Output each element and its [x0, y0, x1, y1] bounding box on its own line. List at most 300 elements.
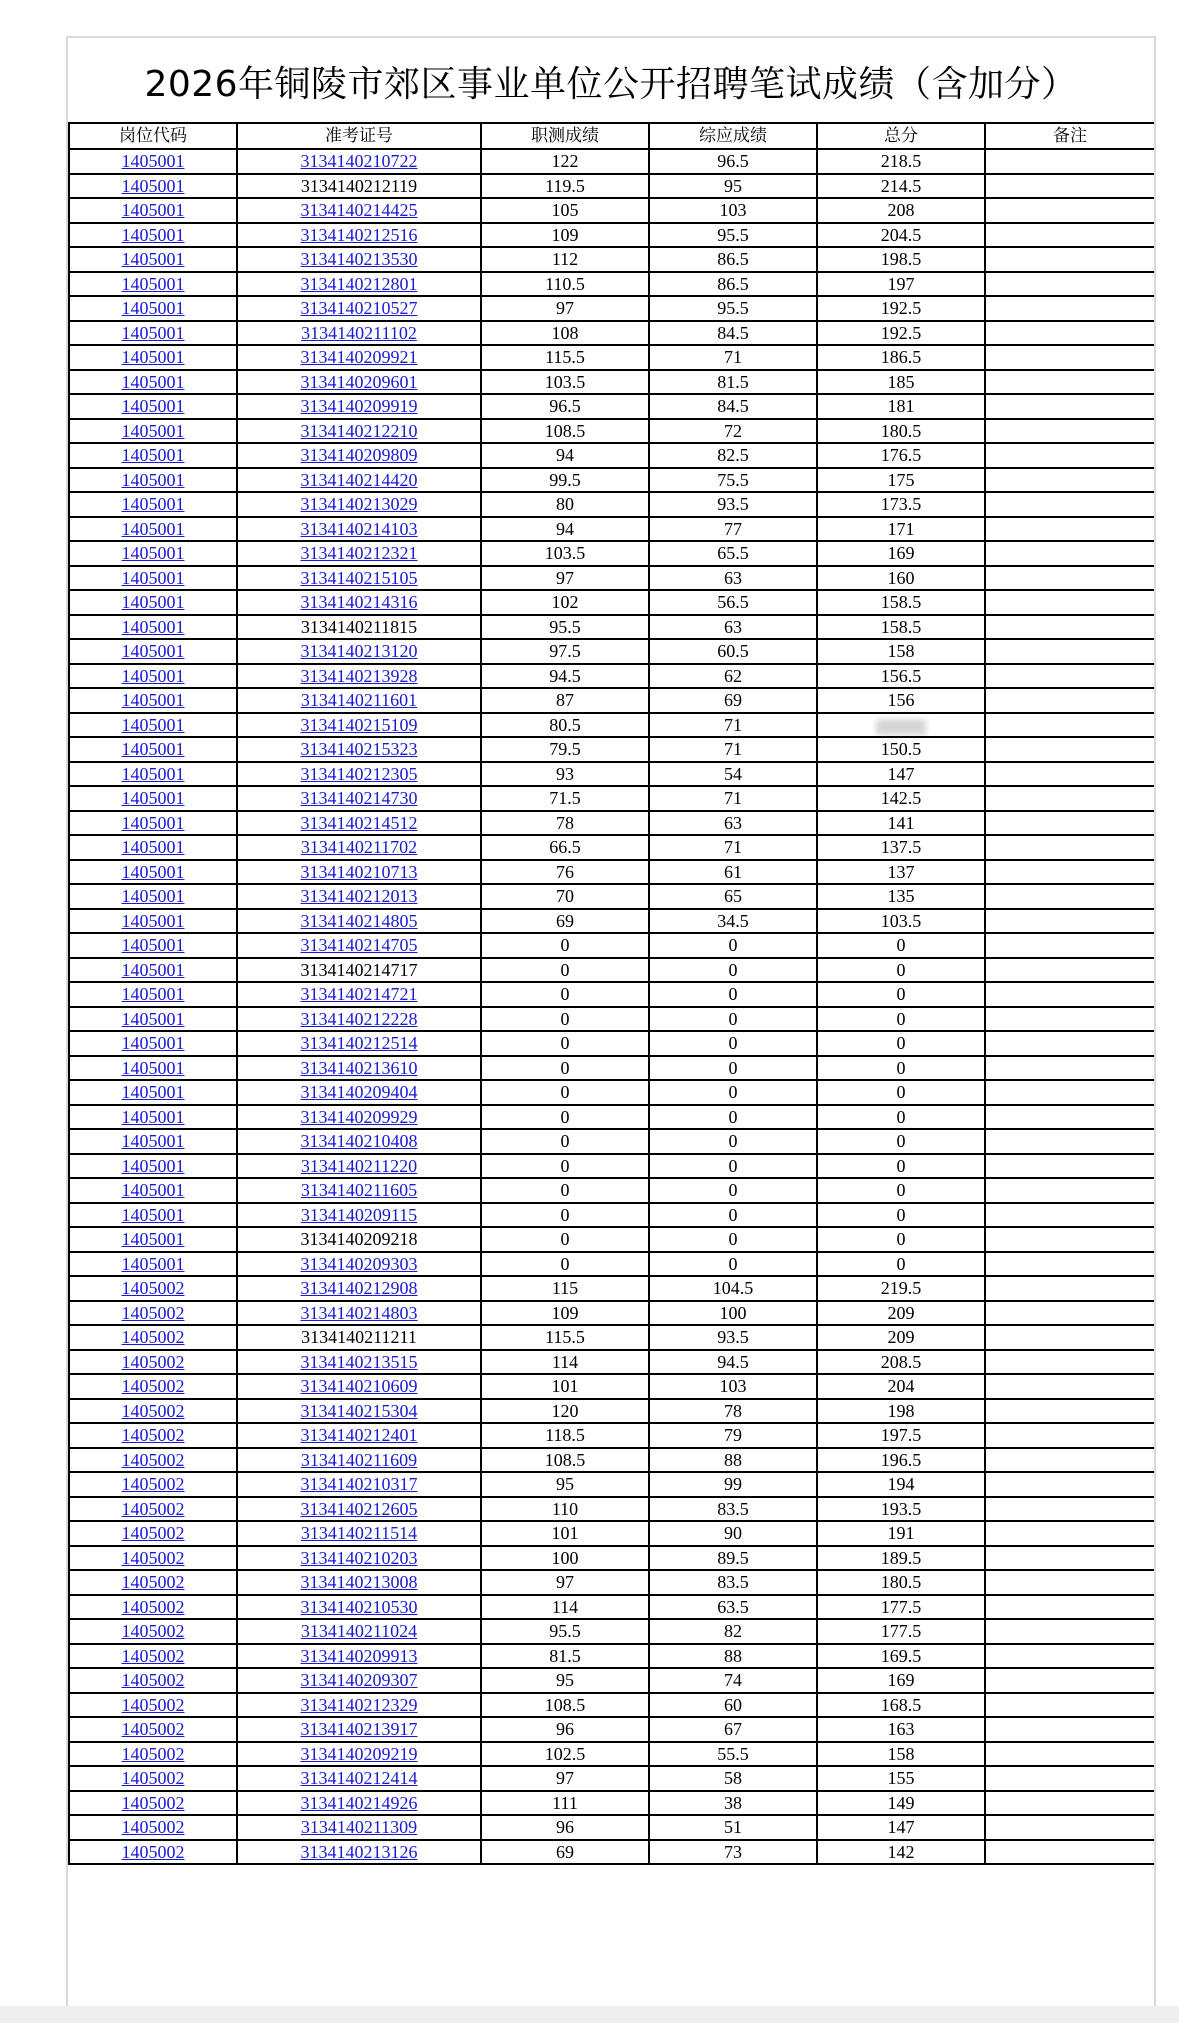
ticket-number-link[interactable]: 3134140214512 [300, 812, 418, 833]
total-score-cell: 197.5 [817, 1423, 985, 1448]
post-code-link[interactable]: 1405002 [121, 1327, 185, 1348]
ticket-number-link[interactable]: 3134140212321 [300, 543, 418, 564]
table-row [69, 370, 1155, 395]
post-code-cell [69, 762, 237, 787]
post-code-link[interactable]: 1405002 [121, 1841, 185, 1862]
comprehensive-score-cell: 0 [649, 1129, 817, 1154]
ticket-number-link[interactable]: 3134140212329 [300, 1694, 418, 1715]
ticket-number-link[interactable]: 3134140212210 [300, 420, 418, 441]
total-score-cell: 0 [817, 933, 985, 958]
aptitude-score-cell: 78 [481, 811, 649, 836]
remarks-cell [985, 713, 1155, 738]
aptitude-score-cell: 122 [481, 149, 649, 174]
ticket-number-link[interactable]: 3134140212013 [300, 886, 418, 907]
total-score-cell: 169 [817, 541, 985, 566]
ticket-number-link[interactable]: 3134140211024 [300, 1621, 418, 1642]
post-code-cell [69, 664, 237, 689]
post-code-link[interactable]: 1405002 [121, 1302, 185, 1323]
ticket-number-cell [237, 590, 481, 615]
remarks-cell [985, 1497, 1155, 1522]
total-score-cell: 0 [817, 1105, 985, 1130]
remarks-cell [985, 394, 1155, 419]
table-row [69, 1497, 1155, 1522]
post-code-link[interactable]: 1405001 [121, 886, 185, 907]
comprehensive-score-cell: 86.5 [649, 272, 817, 297]
aptitude-score-cell: 101 [481, 1374, 649, 1399]
post-code-link[interactable]: 1405001 [121, 445, 185, 466]
ticket-number-link[interactable]: 3134140210713 [300, 861, 418, 882]
score-sheet [66, 36, 1156, 2006]
post-code-link[interactable]: 1405001 [121, 1180, 185, 1201]
post-code-link[interactable]: 1405001 [121, 665, 185, 686]
comprehensive-score-cell: 0 [649, 1031, 817, 1056]
remarks-cell [985, 933, 1155, 958]
post-code-link[interactable]: 1405001 [121, 371, 185, 392]
table-row [69, 1448, 1155, 1473]
remarks-cell [985, 1154, 1155, 1179]
ticket-number-link[interactable]: 3134140214316 [300, 592, 418, 613]
ticket-number-cell [237, 664, 481, 689]
post-code-cell [69, 1276, 237, 1301]
post-code-cell [69, 272, 237, 297]
total-score-cell: 158.5 [817, 615, 985, 640]
comprehensive-score-cell: 84.5 [649, 394, 817, 419]
remarks-cell [985, 223, 1155, 248]
table-row [69, 1423, 1155, 1448]
total-score-cell: 160 [817, 566, 985, 591]
ticket-number-cell [237, 1227, 481, 1252]
comprehensive-score-cell: 0 [649, 1178, 817, 1203]
total-score-cell: 150.5 [817, 737, 985, 762]
ticket-number-link[interactable]: 3134140211514 [300, 1523, 418, 1544]
ticket-number-link[interactable]: 3134140209913 [300, 1645, 418, 1666]
ticket-number-link[interactable]: 3134140214103 [300, 518, 418, 539]
post-code-link[interactable]: 1405001 [121, 1131, 185, 1152]
post-code-link[interactable]: 1405001 [121, 322, 185, 343]
ticket-number-cell [237, 345, 481, 370]
ticket-number-link[interactable]: 3134140215109 [300, 714, 418, 735]
post-code-cell [69, 1668, 237, 1693]
post-code-cell [69, 884, 237, 909]
post-code-link[interactable]: 1405001 [121, 224, 185, 245]
post-code-link[interactable]: 1405002 [121, 1351, 185, 1372]
post-code-link[interactable]: 1405001 [121, 910, 185, 931]
aptitude-score-cell: 97 [481, 296, 649, 321]
post-code-link[interactable]: 1405002 [121, 1596, 185, 1617]
aptitude-score-cell: 87 [481, 688, 649, 713]
post-code-link[interactable]: 1405001 [121, 812, 185, 833]
ticket-number-link[interactable]: 3134140212414 [300, 1768, 418, 1789]
ticket-number-link[interactable]: 3134140213530 [300, 249, 418, 270]
comprehensive-score-cell: 71 [649, 835, 817, 860]
remarks-cell [985, 982, 1155, 1007]
ticket-number-cell [237, 1840, 481, 1865]
total-score-cell: 142 [817, 1840, 985, 1865]
ticket-number-link[interactable]: 3134140209921 [300, 347, 418, 368]
remarks-cell [985, 443, 1155, 468]
ticket-number-link[interactable]: 3134140215304 [300, 1400, 418, 1421]
ticket-number-link[interactable]: 3134140214926 [300, 1792, 418, 1813]
ticket-number-link[interactable]: 3134140211609 [300, 1449, 418, 1470]
remarks-cell [985, 1129, 1155, 1154]
header-remarks: 备注 [985, 123, 1155, 149]
comprehensive-score-cell: 0 [649, 1252, 817, 1277]
ticket-number-link[interactable]: 3134140213126 [300, 1841, 418, 1862]
ticket-number-cell [237, 1497, 481, 1522]
remarks-cell [985, 1570, 1155, 1595]
ticket-number-cell [237, 247, 481, 272]
ticket-number-link[interactable]: 3134140209919 [300, 396, 418, 417]
post-code-link[interactable]: 1405001 [121, 861, 185, 882]
post-code-link[interactable]: 1405001 [121, 518, 185, 539]
post-code-cell [69, 1791, 237, 1816]
post-code-link[interactable]: 1405002 [121, 1278, 185, 1299]
post-code-link[interactable]: 1405002 [121, 1645, 185, 1666]
ticket-number-link[interactable]: 3134140210609 [300, 1376, 418, 1397]
post-code-link[interactable]: 1405001 [121, 420, 185, 441]
ticket-number-link[interactable]: 3134140209809 [300, 445, 418, 466]
table-row [69, 1717, 1155, 1742]
table-row [69, 1080, 1155, 1105]
post-code-link[interactable]: 1405002 [121, 1547, 185, 1568]
ticket-number-cell [237, 1644, 481, 1669]
ticket-number-link[interactable]: 3134140213917 [300, 1719, 418, 1740]
remarks-cell [985, 1717, 1155, 1742]
post-code-cell [69, 1056, 237, 1081]
post-code-cell [69, 247, 237, 272]
aptitude-score-cell: 0 [481, 1129, 649, 1154]
post-code-cell [69, 1178, 237, 1203]
ticket-number-cell [237, 468, 481, 493]
post-code-link[interactable]: 1405001 [121, 959, 185, 980]
ticket-number-link[interactable]: 3134140212305 [300, 763, 418, 784]
post-code-link[interactable]: 1405001 [121, 739, 185, 760]
total-score-cell: 169 [817, 1668, 985, 1693]
ticket-number-cell [237, 713, 481, 738]
total-score-cell: 208 [817, 198, 985, 223]
post-code-cell [69, 1570, 237, 1595]
table-row [69, 1693, 1155, 1718]
total-score-cell: 209 [817, 1301, 985, 1326]
remarks-cell [985, 811, 1155, 836]
post-code-cell [69, 933, 237, 958]
comprehensive-score-cell: 90 [649, 1521, 817, 1546]
remarks-cell [985, 1423, 1155, 1448]
comprehensive-score-cell: 95.5 [649, 223, 817, 248]
post-code-link[interactable]: 1405002 [121, 1817, 185, 1838]
ticket-number-link[interactable]: 3134140213515 [300, 1351, 418, 1372]
comprehensive-score-cell: 0 [649, 933, 817, 958]
post-code-link[interactable]: 1405001 [121, 249, 185, 270]
total-score-cell: 158 [817, 1742, 985, 1767]
post-code-cell [69, 1766, 237, 1791]
total-score-cell: 0 [817, 1227, 985, 1252]
aptitude-score-cell: 66.5 [481, 835, 649, 860]
header-total-score: 总分 [817, 123, 985, 149]
comprehensive-score-cell: 103 [649, 1374, 817, 1399]
ticket-number-link[interactable]: 3134140211601 [300, 690, 418, 711]
post-code-link[interactable]: 1405001 [121, 396, 185, 417]
remarks-cell [985, 1668, 1155, 1693]
remarks-cell [985, 615, 1155, 640]
ticket-number-cell [237, 394, 481, 419]
post-code-link[interactable]: 1405001 [121, 1033, 185, 1054]
ticket-number-cell [237, 1619, 481, 1644]
total-score-cell: 219.5 [817, 1276, 985, 1301]
table-row [69, 1350, 1155, 1375]
post-code-cell [69, 198, 237, 223]
ticket-number-link[interactable]: 3134140211702 [300, 837, 418, 858]
post-code-link[interactable]: 1405002 [121, 1768, 185, 1789]
table-row [69, 1472, 1155, 1497]
post-code-link[interactable]: 1405001 [121, 592, 185, 613]
remarks-cell [985, 566, 1155, 591]
table-row [69, 1766, 1155, 1791]
post-code-cell [69, 1693, 237, 1718]
aptitude-score-cell: 94 [481, 443, 649, 468]
post-code-link[interactable]: 1405002 [121, 1694, 185, 1715]
post-code-link[interactable]: 1405001 [121, 543, 185, 564]
table-row [69, 835, 1155, 860]
ticket-number-link[interactable]: 3134140210317 [300, 1474, 418, 1495]
ticket-number-link[interactable]: 3134140213120 [300, 641, 418, 662]
aptitude-score-cell: 120 [481, 1399, 649, 1424]
comprehensive-score-cell: 75.5 [649, 468, 817, 493]
ticket-number-cell [237, 1203, 481, 1228]
ticket-number-link[interactable]: 3134140209303 [300, 1253, 418, 1274]
post-code-link[interactable]: 1405002 [121, 1400, 185, 1421]
redacted-value [876, 719, 926, 735]
post-code-cell [69, 1031, 237, 1056]
aptitude-score-cell: 115.5 [481, 1325, 649, 1350]
remarks-cell [985, 1448, 1155, 1473]
post-code-link[interactable]: 1405001 [121, 714, 185, 735]
ticket-number-link[interactable]: 3134140211220 [300, 1155, 418, 1176]
ticket-number-cell [237, 1252, 481, 1277]
total-score-cell: 0 [817, 1031, 985, 1056]
ticket-number-link[interactable]: 3134140213008 [300, 1572, 418, 1593]
total-score-cell: 147 [817, 1815, 985, 1840]
remarks-cell [985, 1374, 1155, 1399]
remarks-cell [985, 1007, 1155, 1032]
remarks-cell [985, 664, 1155, 689]
remarks-cell [985, 149, 1155, 174]
ticket-number-link[interactable]: 3134140214420 [300, 469, 418, 490]
table-row [69, 198, 1155, 223]
comprehensive-score-cell: 34.5 [649, 909, 817, 934]
ticket-number-cell [237, 1350, 481, 1375]
post-code-link[interactable]: 1405001 [121, 1204, 185, 1225]
post-code-link[interactable]: 1405001 [121, 641, 185, 662]
remarks-cell [985, 884, 1155, 909]
post-code-link[interactable]: 1405001 [121, 837, 185, 858]
post-code-link[interactable]: 1405001 [121, 788, 185, 809]
comprehensive-score-cell: 93.5 [649, 492, 817, 517]
remarks-cell [985, 321, 1155, 346]
ticket-number-link[interactable]: 3134140213029 [300, 494, 418, 515]
total-score-cell: 168.5 [817, 1693, 985, 1718]
post-code-link[interactable]: 1405001 [121, 690, 185, 711]
post-code-link[interactable]: 1405001 [121, 567, 185, 588]
table-row [69, 1619, 1155, 1644]
table-row [69, 860, 1155, 885]
remarks-cell [985, 345, 1155, 370]
ticket-number-link[interactable]: 3134140209601 [300, 371, 418, 392]
ticket-number-link[interactable]: 3134140213928 [300, 665, 418, 686]
total-score-cell: 0 [817, 982, 985, 1007]
remarks-cell [985, 492, 1155, 517]
post-code-cell [69, 1595, 237, 1620]
post-code-link[interactable]: 1405001 [121, 175, 185, 196]
ticket-number-link[interactable]: 3134140215105 [300, 567, 418, 588]
post-code-cell [69, 1252, 237, 1277]
ticket-number-link[interactable]: 3134140210408 [300, 1131, 418, 1152]
total-score-cell: 180.5 [817, 419, 985, 444]
post-code-link[interactable]: 1405002 [121, 1743, 185, 1764]
post-code-link[interactable]: 1405001 [121, 1106, 185, 1127]
post-code-link[interactable]: 1405001 [121, 298, 185, 319]
ticket-number-link[interactable]: 3134140213610 [300, 1057, 418, 1078]
ticket-number-link[interactable]: 3134140210203 [300, 1547, 418, 1568]
ticket-number-link[interactable]: 3134140214730 [300, 788, 418, 809]
post-code-link[interactable]: 1405001 [121, 763, 185, 784]
post-code-link[interactable]: 1405002 [121, 1572, 185, 1593]
ticket-number-cell [237, 1399, 481, 1424]
comprehensive-score-cell: 83.5 [649, 1497, 817, 1522]
post-code-link[interactable]: 1405001 [121, 1229, 185, 1250]
aptitude-score-cell: 102.5 [481, 1742, 649, 1767]
ticket-number-link[interactable]: 3134140210530 [300, 1596, 418, 1617]
table-row [69, 688, 1155, 713]
total-score-cell: 176.5 [817, 443, 985, 468]
comprehensive-score-cell: 86.5 [649, 247, 817, 272]
comprehensive-score-cell: 88 [649, 1644, 817, 1669]
post-code-link[interactable]: 1405001 [121, 1008, 185, 1029]
ticket-number-link[interactable]: 3134140212514 [300, 1033, 418, 1054]
ticket-number-link[interactable]: 3134140211102 [301, 322, 417, 343]
ticket-number-cell [237, 737, 481, 762]
post-code-link[interactable]: 1405002 [121, 1670, 185, 1691]
ticket-number-link[interactable]: 3134140211309 [300, 1817, 418, 1838]
total-score-cell: 0 [817, 1203, 985, 1228]
post-code-link[interactable]: 1405001 [121, 347, 185, 368]
ticket-number-link[interactable]: 3134140210722 [300, 151, 418, 172]
post-code-link[interactable]: 1405002 [121, 1719, 185, 1740]
ticket-number-link[interactable]: 3134140212605 [300, 1498, 418, 1519]
post-code-link[interactable]: 1405001 [121, 935, 185, 956]
post-code-link[interactable]: 1405001 [121, 1253, 185, 1274]
post-code-cell [69, 1129, 237, 1154]
aptitude-score-cell: 101 [481, 1521, 649, 1546]
post-code-link[interactable]: 1405002 [121, 1474, 185, 1495]
ticket-number-link[interactable]: 3134140214425 [300, 200, 418, 221]
post-code-cell [69, 1399, 237, 1424]
ticket-number-link[interactable]: 3134140212228 [300, 1008, 418, 1029]
post-code-cell [69, 1301, 237, 1326]
ticket-number-link[interactable]: 3134140211605 [300, 1180, 418, 1201]
comprehensive-score-cell: 88 [649, 1448, 817, 1473]
post-code-link[interactable]: 1405002 [121, 1376, 185, 1397]
ticket-number-cell [237, 688, 481, 713]
ticket-number-link[interactable]: 3134140214803 [300, 1302, 418, 1323]
ticket-number-link[interactable]: 3134140209404 [300, 1082, 418, 1103]
ticket-number-link[interactable]: 3134140214705 [300, 935, 418, 956]
post-code-link[interactable]: 1405001 [121, 469, 185, 490]
post-code-link[interactable]: 1405002 [121, 1621, 185, 1642]
post-code-link[interactable]: 1405001 [121, 1082, 185, 1103]
total-score-cell: 141 [817, 811, 985, 836]
remarks-cell [985, 1546, 1155, 1571]
remarks-cell [985, 1203, 1155, 1228]
aptitude-score-cell: 0 [481, 958, 649, 983]
post-code-cell [69, 1350, 237, 1375]
post-code-link[interactable]: 1405001 [121, 1155, 185, 1176]
post-code-link[interactable]: 1405002 [121, 1523, 185, 1544]
post-code-link[interactable]: 1405002 [121, 1498, 185, 1519]
table-row [69, 419, 1155, 444]
ticket-number-link[interactable]: 3134140212908 [300, 1278, 418, 1299]
ticket-number-link[interactable]: 3134140209929 [300, 1106, 418, 1127]
remarks-cell [985, 1227, 1155, 1252]
table-header-row [69, 123, 1155, 149]
post-code-link[interactable]: 1405001 [121, 200, 185, 221]
aptitude-score-cell: 97 [481, 1766, 649, 1791]
ticket-number-link[interactable]: 3134140210527 [300, 298, 418, 319]
header-comprehensive-score: 综应成绩 [649, 123, 817, 149]
ticket-number-link[interactable]: 3134140214721 [300, 984, 418, 1005]
table-row [69, 982, 1155, 1007]
aptitude-score-cell: 0 [481, 1056, 649, 1081]
total-score-cell: 193.5 [817, 1497, 985, 1522]
comprehensive-score-cell: 61 [649, 860, 817, 885]
ticket-number-cell [237, 1056, 481, 1081]
table-row [69, 762, 1155, 787]
ticket-number-link[interactable]: 3134140212801 [300, 273, 418, 294]
post-code-link[interactable]: 1405001 [121, 273, 185, 294]
post-code-link[interactable]: 1405001 [121, 494, 185, 515]
post-code-link[interactable]: 1405001 [121, 151, 185, 172]
post-code-link[interactable]: 1405001 [121, 616, 185, 637]
total-score-cell: 180.5 [817, 1570, 985, 1595]
remarks-cell [985, 688, 1155, 713]
remarks-cell [985, 1252, 1155, 1277]
table-row [69, 492, 1155, 517]
comprehensive-score-cell: 0 [649, 1105, 817, 1130]
table-row [69, 1227, 1155, 1252]
ticket-number-link[interactable]: 3134140209219 [300, 1743, 418, 1764]
post-code-link[interactable]: 1405001 [121, 1057, 185, 1078]
post-code-link[interactable]: 1405002 [121, 1792, 185, 1813]
total-score-cell: 135 [817, 884, 985, 909]
post-code-link[interactable]: 1405001 [121, 984, 185, 1005]
ticket-number-link[interactable]: 3134140209115 [300, 1204, 418, 1225]
post-code-link[interactable]: 1405002 [121, 1425, 185, 1446]
table-row [69, 1203, 1155, 1228]
comprehensive-score-cell: 0 [649, 1007, 817, 1032]
ticket-number-link[interactable]: 3134140212516 [300, 224, 418, 245]
ticket-number-link[interactable]: 3134140215323 [300, 739, 418, 760]
post-code-link[interactable]: 1405002 [121, 1449, 185, 1470]
ticket-number-link[interactable]: 3134140209307 [300, 1670, 418, 1691]
comprehensive-score-cell: 55.5 [649, 1742, 817, 1767]
post-code-cell [69, 1105, 237, 1130]
aptitude-score-cell: 69 [481, 1840, 649, 1865]
total-score-cell: 155 [817, 1766, 985, 1791]
ticket-number-cell [237, 198, 481, 223]
ticket-number-link[interactable]: 3134140212401 [300, 1425, 418, 1446]
aptitude-score-cell: 0 [481, 1031, 649, 1056]
ticket-number-link[interactable]: 3134140214805 [300, 910, 418, 931]
